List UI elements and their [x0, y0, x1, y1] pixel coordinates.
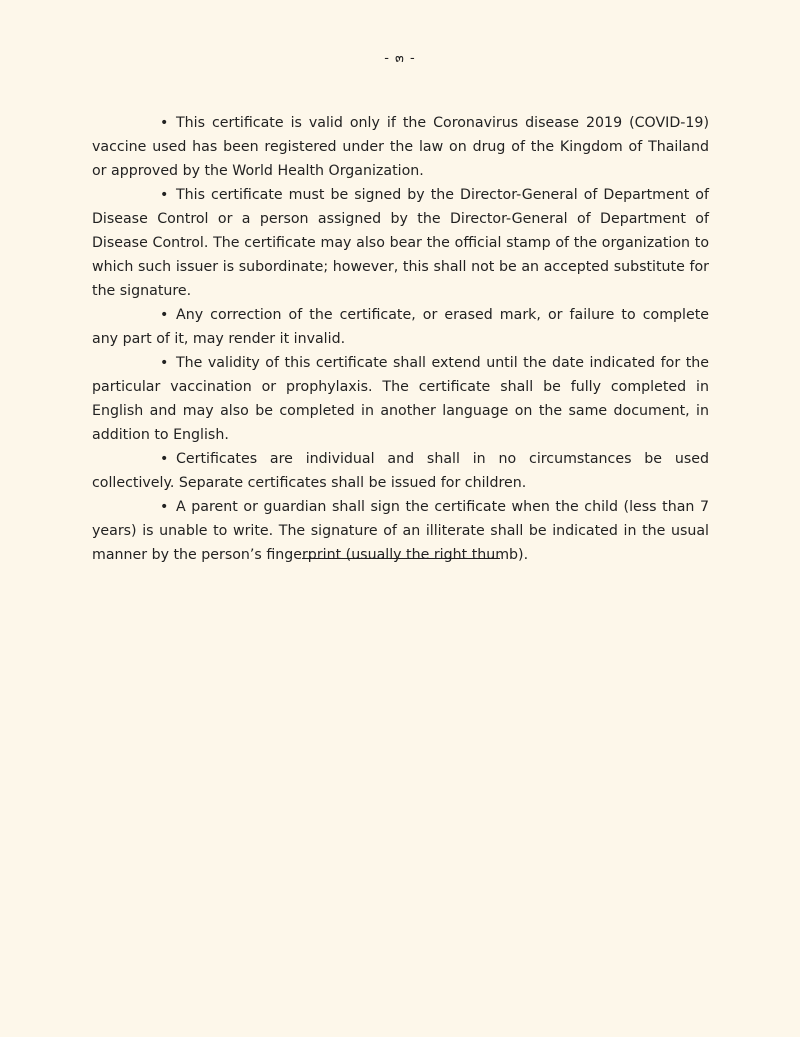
bullet-icon: •	[160, 355, 169, 371]
note-paragraph-3	[92, 303, 709, 351]
note-paragraph-1	[92, 111, 709, 183]
bullet-icon: •	[160, 499, 169, 515]
bullet-icon: •	[160, 187, 169, 203]
bullet-icon: •	[160, 307, 169, 323]
note-text-2: This certificate must be signed by the Director-General of Department of Disease Control or a person assigned by the Director-General of Department of Disease Control. The certificate may also bear the official stamp of the organization to which such issuer is subordinate; however, this shall not be an accepted substitute for the signature.	[92, 187, 709, 299]
note-text-5: Certificates are individual and shall in no circumstances be used collectively. Separate certificates shall be issued for children.	[92, 451, 709, 491]
note-paragraph-4	[92, 351, 709, 447]
note-text-4: The validity of this certificate shall extend until the date indicated for the particular vaccination or prophylaxis. The certificate shall be fully completed in English and may also be completed in another language on the same document, in addition to English.	[92, 355, 709, 443]
note-paragraph-2	[92, 183, 709, 303]
page-number: - ๓ -	[384, 51, 416, 66]
note-text-6: A parent or guardian shall sign the certificate when the child (less than 7 years) is unable to write. The signature of an illiterate shall be indicated in the usual manner by the person’s fingerprint (usually the right thumb).	[92, 499, 709, 563]
note-paragraph-5	[92, 447, 709, 495]
bullet-icon: •	[160, 451, 169, 467]
certificate-notes	[92, 111, 709, 567]
end-divider-line	[302, 558, 500, 559]
bullet-icon: •	[160, 115, 169, 131]
note-text-1: This certificate is valid only if the Coronavirus disease 2019 (COVID-19) vaccine used has been registered under the law on drug of the Kingdom of Thailand or approved by the World Health Organization.	[92, 115, 709, 179]
note-paragraph-6	[92, 495, 709, 567]
note-text-3: Any correction of the certificate, or erased mark, or failure to complete any part of it, may render it invalid.	[92, 307, 709, 347]
